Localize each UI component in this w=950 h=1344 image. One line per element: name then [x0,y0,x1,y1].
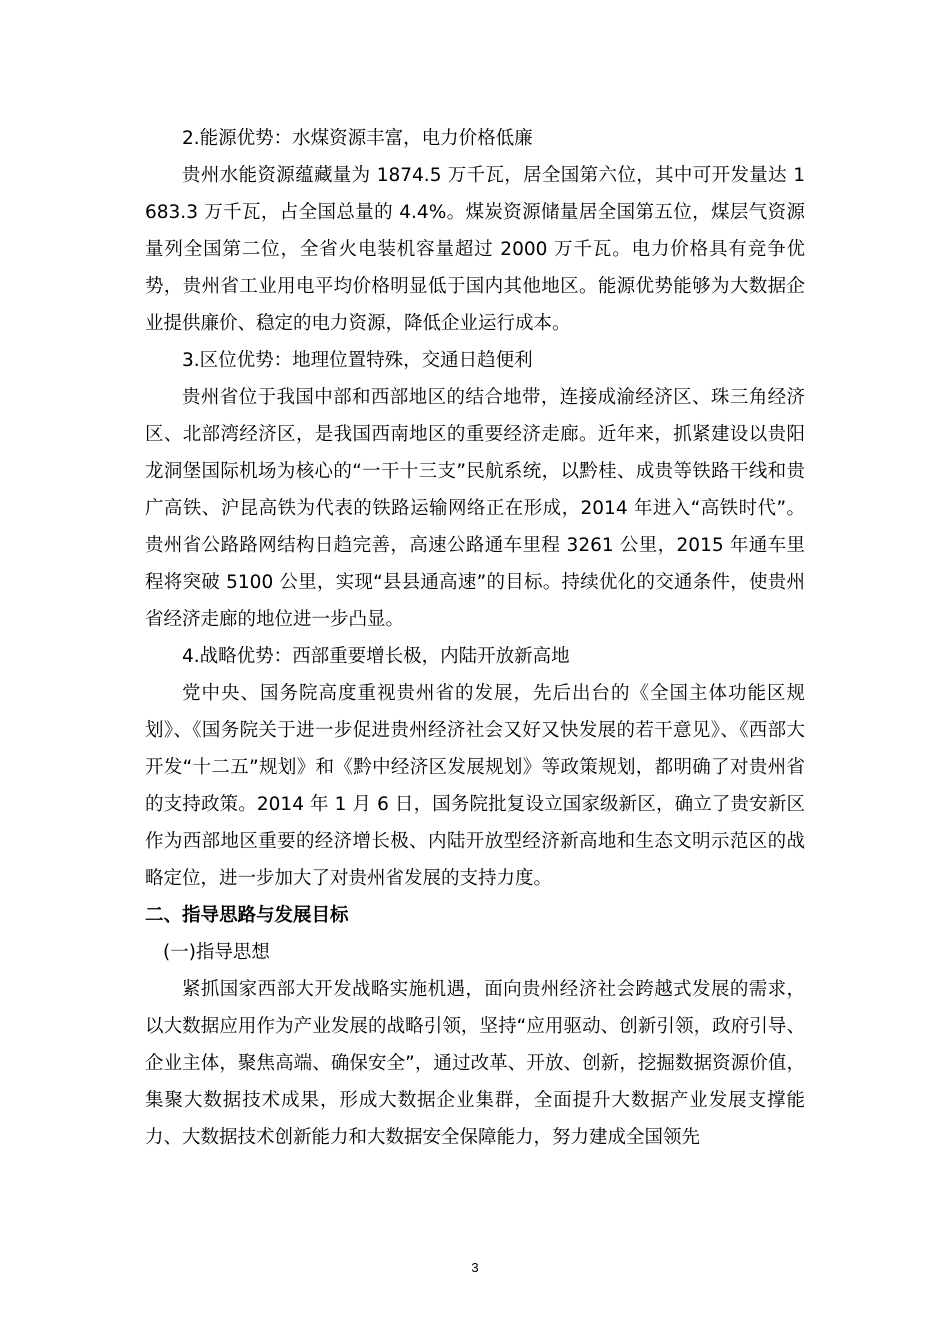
subhead-location-advantage: 3.区位优势：地理位置特殊，交通日趋便利 [182,350,533,371]
paragraph-strategy: 党中央、国务院高度重视贵州省的发展，先后出台的《全国主体功能区规划》、《国务院关于进一步促进贵州经济社会又好又快发展的若干意见》、《西部大开发“十二五”规划》和《黔中经济区发展规划》等政策规划，都明确了对贵州省的支持政策。2014 年 1 月 6 日，国务院批复设立国家级新区，确立了贵安新区作为西部地区重要的经济增长极、内陆开放型经济新高地和生态文明示范区的战略定位，进一步加大了对贵州省发展的支持力度。 [145,683,805,889]
paragraph-guiding-thought: 紧抓国家西部大开发战略实施机遇，面向贵州经济社会跨越式发展的需求，以大数据应用作为产业发展的战略引领，坚持“应用驱动、创新引领，政府引导、企业主体，聚焦高端、确保安全”，通过改革、开放、创新，挖掘数据资源价值，集聚大数据技术成果，形成大数据企业集群，全面提升大数据产业发展支撑能力、大数据技术创新能力和大数据安全保障能力，努力建成全国领先 [145,979,805,1148]
section-heading-guiding-ideas: 二、指导思路与发展目标 [145,905,349,926]
paragraph-energy: 贵州水能资源蕴藏量为 1874.5 万千瓦，居全国第六位，其中可开发量达 1683.3 万千瓦，占全国总量的 4.4%。煤炭资源储量居全国第五位，煤层气资源量列全国第二位，全省火电装机容量超过 2000 万千瓦。电力价格具有竞争优势，贵州省工业用电平均价格明显低于国内其他地区。能源优势能够为大数据企业提供廉价、稳定的电力资源，降低企业运行成本。 [145,165,805,334]
subhead-strategy-advantage: 4.战略优势：西部重要增长极，内陆开放新高地 [182,646,570,667]
page-body [145,120,805,1156]
subsection-guiding-thought: (一)指导思想 [163,942,270,963]
page-number: 3 [471,1260,479,1275]
subhead-energy-advantage: 2.能源优势：水煤资源丰富，电力价格低廉 [182,128,533,149]
paragraph-location: 贵州省位于我国中部和西部地区的结合地带，连接成渝经济区、珠三角经济区、北部湾经济区，是我国西南地区的重要经济走廊。近年来，抓紧建设以贵阳龙洞堡国际机场为核心的“一干十三支”民航系统，以黔桂、成贵等铁路干线和贵广高铁、沪昆高铁为代表的铁路运输网络正在形成，2014 年进入“高铁时代”。贵州省公路路网结构日趋完善，高速公路通车里程 3261 公里，2015 年通车里程将突破 5100 公里，实现“县县通高速”的目标。持续优化的交通条件，使贵州省经济走廊的地位进一步凸显。 [145,387,805,630]
